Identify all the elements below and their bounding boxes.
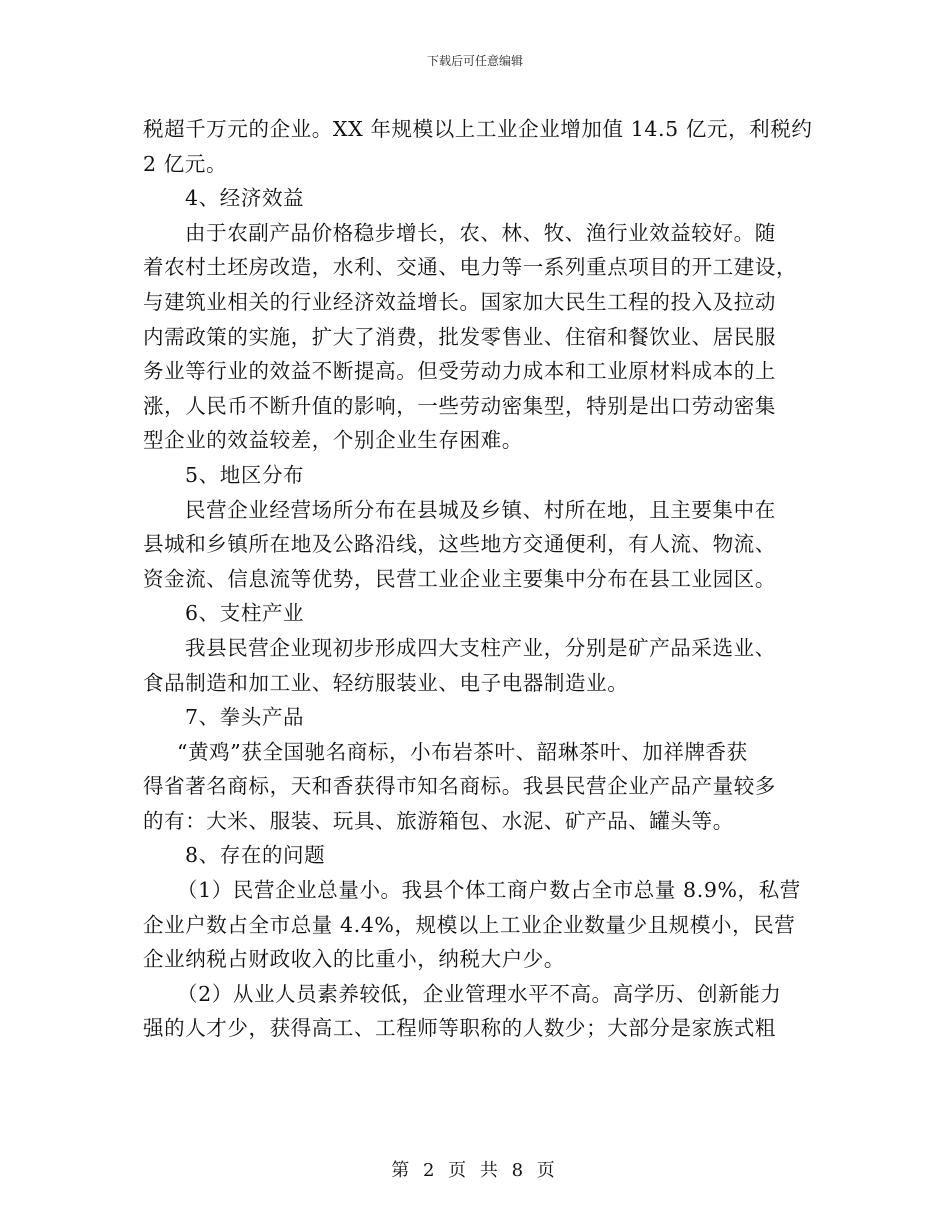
text-line: 着农村土坯房改造，水利、交通、电力等一系列重点项目的开工建设， bbox=[143, 255, 798, 280]
text-line: 我县民营企业现初步形成四大支柱产业，分别是矿产品采选业、 bbox=[185, 635, 776, 660]
text-line: 企业纳税占财政收入的比重小，纳税大户少。 bbox=[143, 947, 565, 972]
text-line: 资金流、信息流等优势，民营工业企业主要集中分布在县工业园区。 bbox=[143, 566, 776, 591]
text-line: 涨，人民币不断升值的影响，一些劳动密集型，特别是出口劳动密集 bbox=[143, 393, 776, 418]
text-line: （1）民营企业总量小。我县个体工商户数占全市总量 8.9%，私营 bbox=[177, 878, 801, 903]
text-line: 县城和乡镇所在地及公路沿线，这些地方交通便利，有人流、物流、 bbox=[143, 532, 776, 557]
text-line: 型企业的效益较差，个别企业生存困难。 bbox=[143, 428, 523, 453]
text-line: 2 亿元。 bbox=[143, 151, 228, 176]
text-line: 得省著名商标，天和香获得市知名商标。我县民营企业产品产量较多 bbox=[143, 774, 776, 799]
section-heading: 5、地区分布 bbox=[185, 462, 305, 487]
section-heading: 4、经济效益 bbox=[185, 186, 305, 211]
section-heading: 8、存在的问题 bbox=[185, 843, 326, 868]
section-heading: 6、支柱产业 bbox=[185, 601, 305, 626]
section-heading: 7、拳头产品 bbox=[185, 705, 305, 730]
text-line: 的有：大米、服装、玩具、旅游箱包、水泥、矿产品、罐头等。 bbox=[143, 808, 734, 833]
text-line: 与建筑业相关的行业经济效益增长。国家加大民生工程的投入及拉动 bbox=[143, 289, 776, 314]
text-line: 民营企业经营场所分布在县城及乡镇、村所在地，且主要集中在 bbox=[185, 497, 776, 522]
text-line: “黄鸡”获全国驰名商标，小布岩茶叶、韶琳茶叶、加祥牌香获 bbox=[177, 739, 748, 764]
text-line: 税超千万元的企业。XX 年规模以上工业企业增加值 14.5 亿元，利税约 bbox=[143, 117, 813, 141]
text-line: 食品制造和加工业、轻纺服装业、电子电器制造业。 bbox=[143, 670, 629, 695]
text-line: 企业户数占全市总量 4.4%，规模以上工业企业数量少且规模小，民营 bbox=[143, 912, 796, 937]
text-line: 由于农副产品价格稳步增长，农、林、牧、渔行业效益较好。随 bbox=[185, 220, 776, 245]
text-line: 务业等行业的效益不断提高。但受劳动力成本和工业原材料成本的上 bbox=[143, 359, 776, 384]
text-line: （2）从业人员素养较低，企业管理水平不高。高学历、创新能力 bbox=[177, 981, 782, 1006]
document-body bbox=[143, 112, 811, 1046]
text-line: 内需政策的实施，扩大了消费，批发零售业、住宿和餐饮业、居民服 bbox=[143, 324, 776, 349]
text-line: 强的人才少，获得高工、工程师等职称的人数少；大部分是家族式粗 bbox=[143, 1016, 776, 1041]
page-header: 下载后可任意编辑 bbox=[426, 54, 523, 68]
page-footer: 第 2 页 共 8 页 bbox=[391, 1160, 559, 1181]
